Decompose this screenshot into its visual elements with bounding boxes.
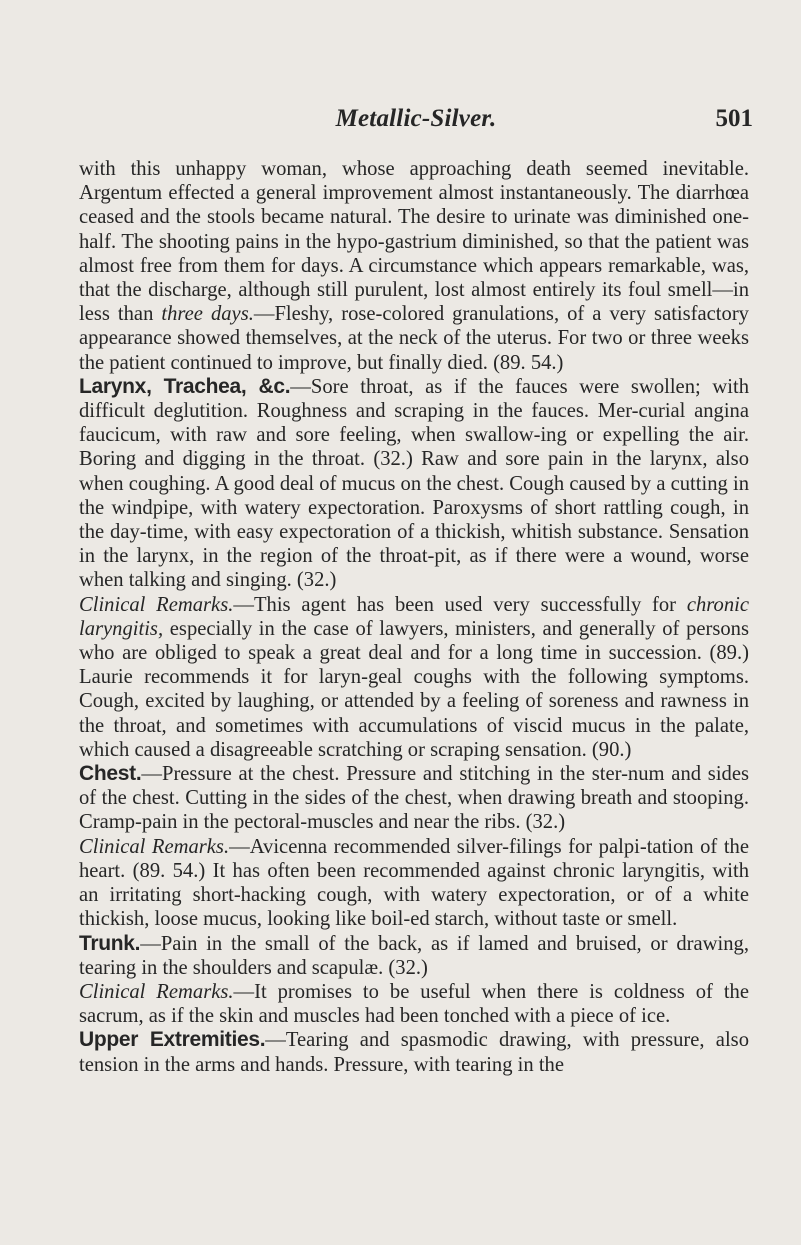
section-text: —Pressure at the chest. Pressure and stitching in the ster-num and sides of the chest. Cutting in the sides of the chest, when drawing breath and stooping. Cramp-pain in the pectoral-muscles and near the ribs. (32.) bbox=[79, 763, 749, 834]
italic-run: chronic laryngitis, bbox=[79, 593, 749, 640]
page-number: 501 bbox=[715, 105, 753, 132]
text-run: —Fleshy, rose-colored granulations, of a very satisfactory appearance showed themselves, at the neck of the uterus. For two or three weeks the patient continued to improve, but finally died. (89. 54.) bbox=[79, 303, 749, 374]
body-text bbox=[79, 157, 749, 1077]
section-heading-chest: Chest. bbox=[79, 762, 142, 786]
text-run: —This agent has been used very successfully for bbox=[233, 593, 687, 616]
text-run: especially in the case of lawyers, ministers, and generally of persons who are obliged to speak a great deal and for a long time in succession. (89.) Laurie recommends it for laryn-geal coughs with the following symptoms. Cough, excited by laughing, or attended by a feeling of soreness and rawness in the throat, and sometimes with accumulations of viscid mucus in the palate, which caused a disagreeable scratching or scraping sensation. (90.) bbox=[79, 617, 749, 761]
text-run: with this unhappy woman, whose approaching death seemed inevitable. Argentum effected a general improvement almost instantaneously. The diarrhœa ceased and the stools became natural. The desire to urinate was diminished one-half. The shooting pains in the hypo-gastrium diminished, so that the patient was almost free from them for days. A circumstance which appears remarkable, was, that the discharge, although still purulent, lost almost entirely its foul smell—in less than bbox=[79, 158, 749, 326]
italic-run: three days. bbox=[161, 303, 254, 326]
section-heading-trunk: Trunk. bbox=[79, 931, 141, 955]
clinical-remarks-larynx bbox=[79, 593, 749, 762]
section-text: —Sore throat, as if the fauces were swollen; with difficult deglutition. Roughness and scraping in the fauces. Mer-curial angina faucicum, with raw and sore feeling, when swallow-ing or expelling the air. Boring and digging in the throat. (32.) Raw and sore pain in the larynx, also when coughing. A good deal of mucus on the chest. Cough caused by a cutting in the windpipe, with watery expectoration. Paroxysms of short rattling cough, in the day-time, with easy expectoration of a thickish, whitish substance. Sensation in the larynx, in the region of the throat-pit, as if there were a wound, worse when talking and singing. (32.) bbox=[79, 375, 749, 592]
clinical-remarks-trunk bbox=[79, 980, 749, 1028]
clinical-remarks-label: Clinical Remarks. bbox=[79, 980, 234, 1003]
section-chest bbox=[79, 762, 749, 835]
section-trunk bbox=[79, 932, 749, 980]
section-heading-upper-extremities: Upper Extremities. bbox=[79, 1028, 266, 1052]
section-text: —Tearing and spasmodic drawing, with pressure, also tension in the arms and hands. Pressure, with tearing in the bbox=[79, 1029, 749, 1076]
section-text: —It promises to be useful when there is coldness of the sacrum, as if the skin and muscles had been tonched with a piece of ice. bbox=[79, 980, 749, 1028]
clinical-remarks-label: Clinical Remarks. bbox=[79, 593, 234, 616]
paragraph-case-continuation bbox=[79, 157, 749, 375]
section-text: —Pain in the small of the back, as if lamed and bruised, or drawing, tearing in the shoulders and scapulæ. (32.) bbox=[79, 932, 749, 979]
clinical-remarks-label: Clinical Remarks. bbox=[79, 835, 230, 858]
section-text: —Avicenna recommended silver-filings for palpi-tation of the heart. (89. 54.) It has often been recommended against chronic laryngitis, with an irritating short-hacking cough, with watery expectoration, or of a white thickish, loose mucus, looking like boil-ed starch, without taste or smell. bbox=[79, 835, 749, 931]
section-heading-larynx: Larynx, Trachea, &c. bbox=[79, 374, 291, 398]
clinical-remarks-chest bbox=[79, 835, 749, 932]
running-head bbox=[79, 105, 753, 135]
section-larynx bbox=[79, 375, 749, 593]
running-title: Metallic-Silver. bbox=[335, 105, 497, 132]
section-upper-extremities bbox=[79, 1028, 749, 1076]
